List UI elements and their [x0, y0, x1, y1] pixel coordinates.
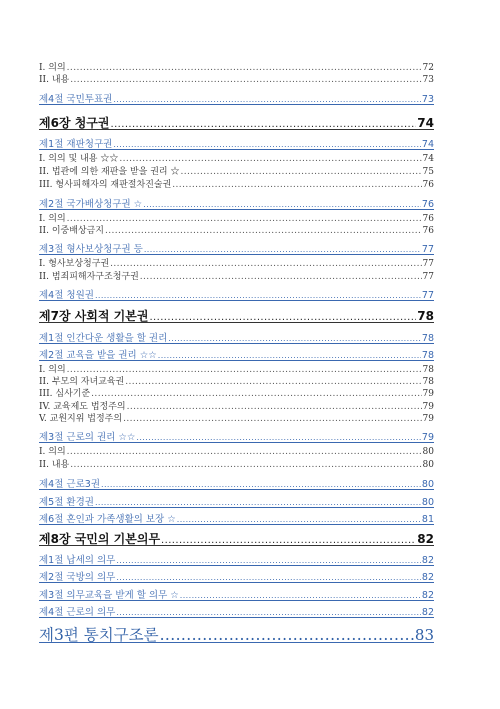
toc-entry-label: 제3절 근로의 권리 ☆☆ — [39, 432, 136, 443]
toc-page-number: 82 — [421, 555, 434, 566]
dot-leader — [116, 608, 421, 617]
dot-leader — [91, 389, 421, 399]
toc-entry-label: 제4절 근로의 의무 — [39, 607, 116, 618]
dot-leader — [70, 460, 421, 470]
toc-page-number: 77 — [422, 259, 434, 269]
toc-entry-underline — [39, 617, 434, 618]
toc-page-number: 73 — [422, 75, 434, 85]
toc-section-entry[interactable] — [39, 494, 434, 508]
toc-item-entry[interactable] — [39, 411, 434, 424]
toc-entry-label: 제2절 국방의 의무 — [39, 572, 116, 583]
toc-entry-label: II. 내용 — [39, 75, 70, 85]
toc-item-entry[interactable] — [39, 177, 434, 190]
toc-section-entry[interactable] — [39, 511, 434, 525]
toc-entry-label: I. 의의 — [39, 63, 66, 73]
toc-entry-underline — [39, 322, 434, 323]
toc-item-entry[interactable] — [39, 223, 434, 236]
dot-leader — [67, 447, 422, 457]
toc-entry-label: 제4절 근로3권 — [39, 479, 100, 490]
toc-page-number: 78 — [422, 377, 434, 387]
toc-entry-underline — [39, 300, 434, 301]
toc-entry-label: I. 의의 — [39, 447, 66, 457]
toc-entry-label: I. 의의 및 내용 ☆☆ — [39, 154, 119, 164]
toc-entry-underline — [39, 524, 434, 525]
toc-page-number: 80 — [421, 497, 434, 508]
toc-page-number: 76 — [421, 199, 434, 210]
toc-section-entry[interactable] — [39, 347, 434, 361]
toc-page-number: 78 — [422, 365, 434, 375]
toc-section-entry[interactable] — [39, 476, 434, 490]
toc-entry-underline — [39, 343, 434, 344]
toc-entry-underline — [39, 209, 434, 210]
toc-entry-label: II. 법관에 의한 재판을 받을 권리 ☆ — [39, 167, 180, 177]
toc-entry-underline — [39, 565, 434, 566]
toc-entry-label: 제4절 청원권 — [39, 290, 94, 301]
toc-page-number: 77 — [421, 290, 434, 301]
toc-page-number: 74 — [422, 154, 434, 164]
toc-page-number: 74 — [417, 116, 434, 130]
dot-leader — [70, 75, 421, 85]
toc-entry-label: 제6장 청구권 — [39, 116, 110, 130]
toc-entry-label: III. 형사피해자의 재판절차진술권 — [39, 180, 172, 190]
dot-leader — [180, 591, 421, 600]
toc-entry-label: 제3절 형사보상청구권 등 — [39, 244, 143, 255]
toc-page-number: 76 — [422, 226, 434, 236]
toc-page-number: 73 — [421, 94, 434, 105]
toc-entry-underline — [39, 545, 434, 546]
toc-page-number: 75 — [422, 167, 434, 177]
toc-page-number: 79 — [422, 402, 434, 412]
dot-leader — [95, 498, 421, 507]
toc-page-number: 79 — [421, 432, 434, 443]
toc-page-number: 78 — [421, 350, 434, 361]
toc-item-entry[interactable] — [39, 151, 434, 164]
toc-section-entry[interactable] — [39, 241, 434, 255]
dot-leader — [143, 200, 421, 209]
dot-leader — [177, 515, 421, 524]
toc-item-entry[interactable] — [39, 72, 434, 85]
toc-entry-label: 제1절 인간다운 생활을 할 권리 — [39, 333, 168, 344]
dot-leader — [140, 272, 422, 282]
dot-leader — [101, 480, 421, 489]
dot-leader — [180, 167, 421, 177]
toc-entry-label: 제7장 사회적 기본권 — [39, 309, 149, 323]
dot-leader — [95, 291, 421, 300]
toc-page-number: 76 — [422, 214, 434, 224]
toc-entry-label: 제1절 재판청구권 — [39, 139, 113, 150]
toc-entry-label: 제2절 교육을 받을 권리 ☆☆ — [39, 350, 157, 361]
toc-entry-underline — [39, 254, 434, 255]
toc-entry-label: 제2절 국가배상청구권 ☆ — [39, 199, 143, 210]
toc-entry-label: II. 부모의 자녀교육권 — [39, 377, 125, 387]
toc-section-entry[interactable] — [39, 604, 434, 618]
toc-page-number: 80 — [422, 460, 434, 470]
toc-section-entry[interactable] — [39, 569, 434, 583]
toc-page-number: 78 — [421, 333, 434, 344]
toc-page-number: 79 — [422, 414, 434, 424]
toc-entry-underline — [39, 582, 434, 583]
toc-page-number: 82 — [421, 607, 434, 618]
toc-entry-label: I. 의의 — [39, 214, 66, 224]
toc-entry-underline — [39, 442, 434, 443]
toc-page-number: 78 — [417, 309, 434, 323]
toc-page-number: 82 — [417, 532, 434, 546]
toc-entry-label: 제3절 의무교육을 받게 할 의무 ☆ — [39, 590, 179, 601]
toc-section-entry[interactable] — [39, 136, 434, 150]
dot-leader — [144, 245, 421, 254]
dot-leader — [158, 351, 421, 360]
toc-page-number: 82 — [421, 572, 434, 583]
toc-page-number: 74 — [421, 139, 434, 150]
toc-section-entry[interactable] — [39, 287, 434, 301]
toc-entry-label: III. 심사기준 — [39, 389, 91, 399]
toc-section-entry[interactable] — [39, 196, 434, 210]
dot-leader — [113, 140, 421, 149]
toc-page-number: 79 — [422, 389, 434, 399]
toc-entry-label: 제5절 환경권 — [39, 497, 94, 508]
dot-leader — [136, 433, 421, 442]
toc-entry-underline — [39, 489, 434, 490]
dot-leader — [119, 154, 421, 164]
toc-entry-label: II. 내용 — [39, 460, 70, 470]
toc-entry-underline — [39, 104, 434, 105]
toc-entry-label: II. 이중배상금지 — [39, 226, 104, 236]
toc-entry-label: I. 의의 — [39, 365, 66, 375]
toc-section-entry[interactable] — [39, 587, 434, 601]
toc-entry-label: 제3편 통치구조론 — [39, 626, 159, 644]
toc-section-entry[interactable] — [39, 330, 434, 344]
dot-leader — [168, 334, 421, 343]
toc-section-entry[interactable] — [39, 552, 434, 566]
dot-leader — [105, 226, 422, 236]
toc-entry-label: 제4절 국민투표권 — [39, 94, 113, 105]
toc-item-entry[interactable] — [39, 164, 434, 177]
toc-page-number: 80 — [422, 447, 434, 457]
toc-item-entry[interactable] — [39, 256, 434, 269]
toc-entry-label: 제8장 국민의 기본의무 — [39, 532, 161, 546]
toc-page-number: 72 — [422, 63, 434, 73]
toc-entry-underline — [39, 600, 434, 601]
toc-entry-label: I. 형사보상청구권 — [39, 259, 110, 269]
toc-entry-label: II. 범죄피해자구조청구권 — [39, 272, 139, 282]
toc-entry-underline — [39, 360, 434, 361]
toc-entry-label: 제1절 납세의 의무 — [39, 555, 116, 566]
toc-entry-underline — [39, 129, 434, 130]
toc-entry-label: V. 교원지위 법정주의 — [39, 414, 123, 424]
toc-item-entry[interactable] — [39, 269, 434, 282]
toc-page-number: 77 — [422, 272, 434, 282]
toc-entry-underline — [39, 149, 434, 150]
dot-leader — [113, 95, 421, 104]
toc-entry-label: 제6절 혼인과 가족생활의 보장 ☆ — [39, 514, 176, 525]
toc-page-number: 81 — [421, 514, 434, 525]
toc-section-entry[interactable] — [39, 429, 434, 443]
toc-page-number: 83 — [414, 626, 434, 644]
dot-leader — [116, 573, 421, 582]
dot-leader — [172, 180, 421, 190]
toc-item-entry[interactable] — [39, 444, 434, 457]
toc-entry-underline — [39, 642, 434, 643]
toc-item-entry[interactable] — [39, 386, 434, 399]
dot-leader — [116, 556, 421, 565]
toc-page-number: 76 — [422, 180, 434, 190]
dot-leader — [110, 259, 421, 269]
toc-entry-underline — [39, 507, 434, 508]
toc-item-entry[interactable] — [39, 457, 434, 470]
toc-page-number: 80 — [421, 479, 434, 490]
toc-page-number: 82 — [421, 590, 434, 601]
toc-page-number: 77 — [421, 244, 434, 255]
toc-section-entry[interactable] — [39, 91, 434, 105]
dot-leader — [123, 414, 421, 424]
toc-entry-label: IV. 교육제도 법정주의 — [39, 402, 126, 412]
